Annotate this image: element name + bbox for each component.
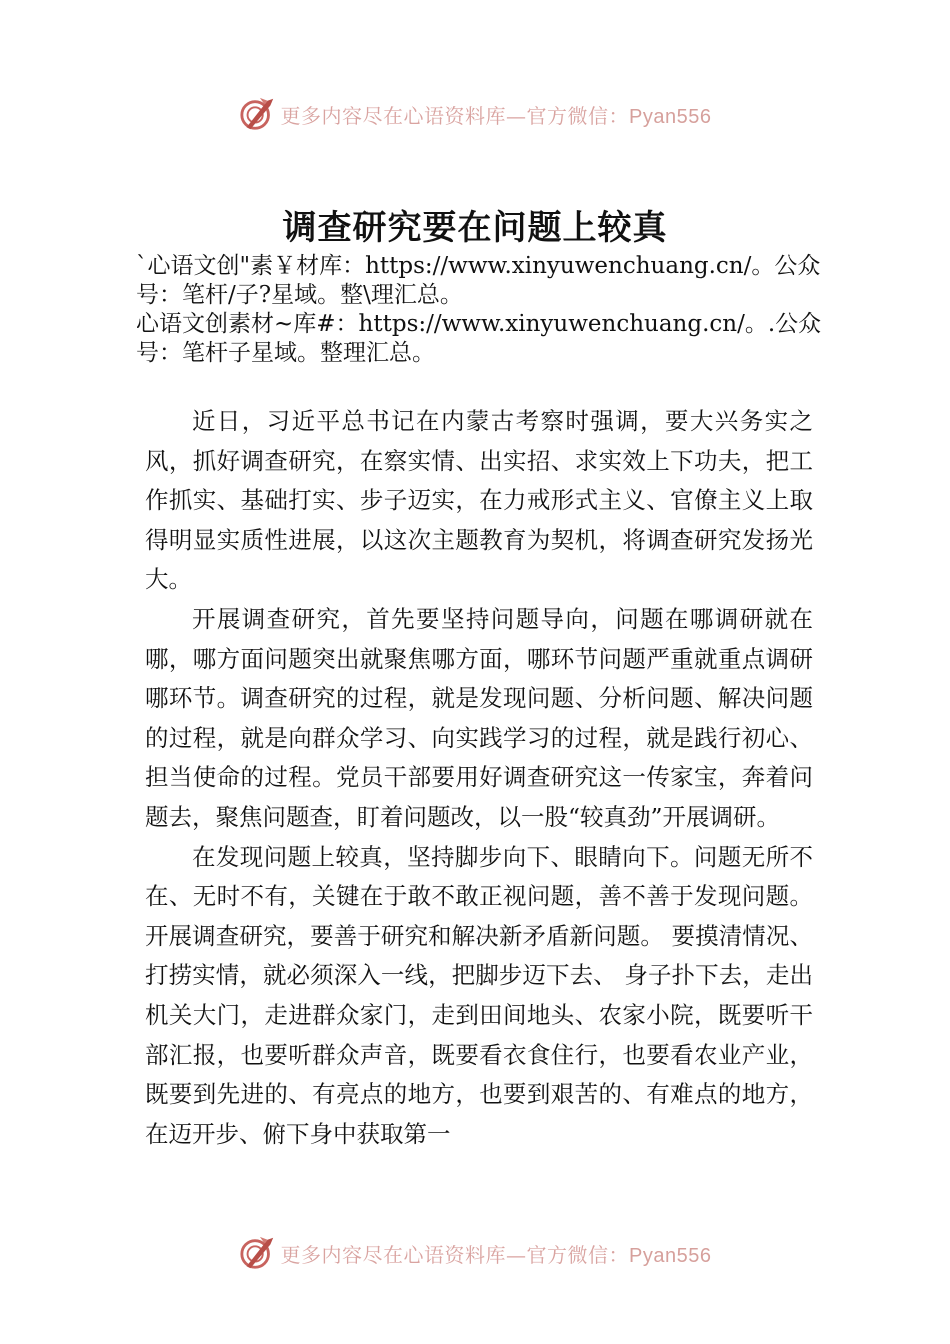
- paragraph-2: 开展调查研究，首先要坚持问题导向，问题在哪调研就在哪，哪方面问题突出就聚焦哪方面，哪环节问题严重就重点调研哪环节。调查研究的过程，就是发现问题、分析问题、解决问题的过程，就是向群众学习、向实践学习的过程，就是践行初心、担当使命的过程。党员干部要用好调查研究这一传家宝，奔着问题去，聚焦问题查，盯着问题改，以一股“较真劲”开展调研。: [145, 604, 813, 831]
- wechat-id: Pyan556: [629, 105, 712, 128]
- paragraph-1: 近日，习近平总书记在内蒙古考察时强调，要大兴务实之风，抓好调查研究，在察实情、出实招、求实效上下功夫，把工作抓实、基础打实、步子迈实，在力戒形式主义、官僚主义上取得明显实质性进展，以这次主题教育为契机，将调查研究发扬光大。: [145, 407, 813, 594]
- quill-logo-icon: [239, 1234, 277, 1272]
- wechat-id: Pyan556: [629, 1244, 712, 1267]
- paragraph-3: 在发现问题上较真，坚持脚步向下、眼睛向下。问题无所不在、无时不有，关键在于敢不敢正视问题，善不善于发现问题。开展调查研究，要善于研究和解决新矛盾新问题。 要摸清情况、打捞实情，就必须深入一线，把脚步迈下去、 身子扑下去，走出机关大门，走进群众家门，走到田间地头、农家小院，既要听干部汇报，也要听群众声音，既要看衣食住行，也要看农业产业，既要到先进的、有亮点的地方，也要到艰苦的、有难点的地方，在迈开步、俯下身中获取第一: [145, 842, 813, 1148]
- source-line-2: 心语文创素材~库#：https://www.xinyuwenchuang.cn/。.公众号：笔杆子星域。整理汇总。: [136, 311, 822, 366]
- footer-watermark-banner: [0, 1233, 950, 1273]
- source-notice: [136, 252, 826, 368]
- source-line-1: `心语文创"素￥材库：https://www.xinyuwenchuang.cn/。公众号：笔杆/子?星域。整\理汇总。: [136, 253, 821, 308]
- article-body: [145, 402, 813, 1154]
- header-watermark-banner: [0, 94, 950, 134]
- document-title: 调查研究要在问题上较真: [282, 208, 668, 248]
- watermark-text: 更多内容尽在心语资料库—官方微信：Pyan556: [280, 103, 712, 128]
- quill-logo-icon: [239, 95, 277, 133]
- watermark-text: 更多内容尽在心语资料库—官方微信：Pyan556: [280, 1242, 712, 1267]
